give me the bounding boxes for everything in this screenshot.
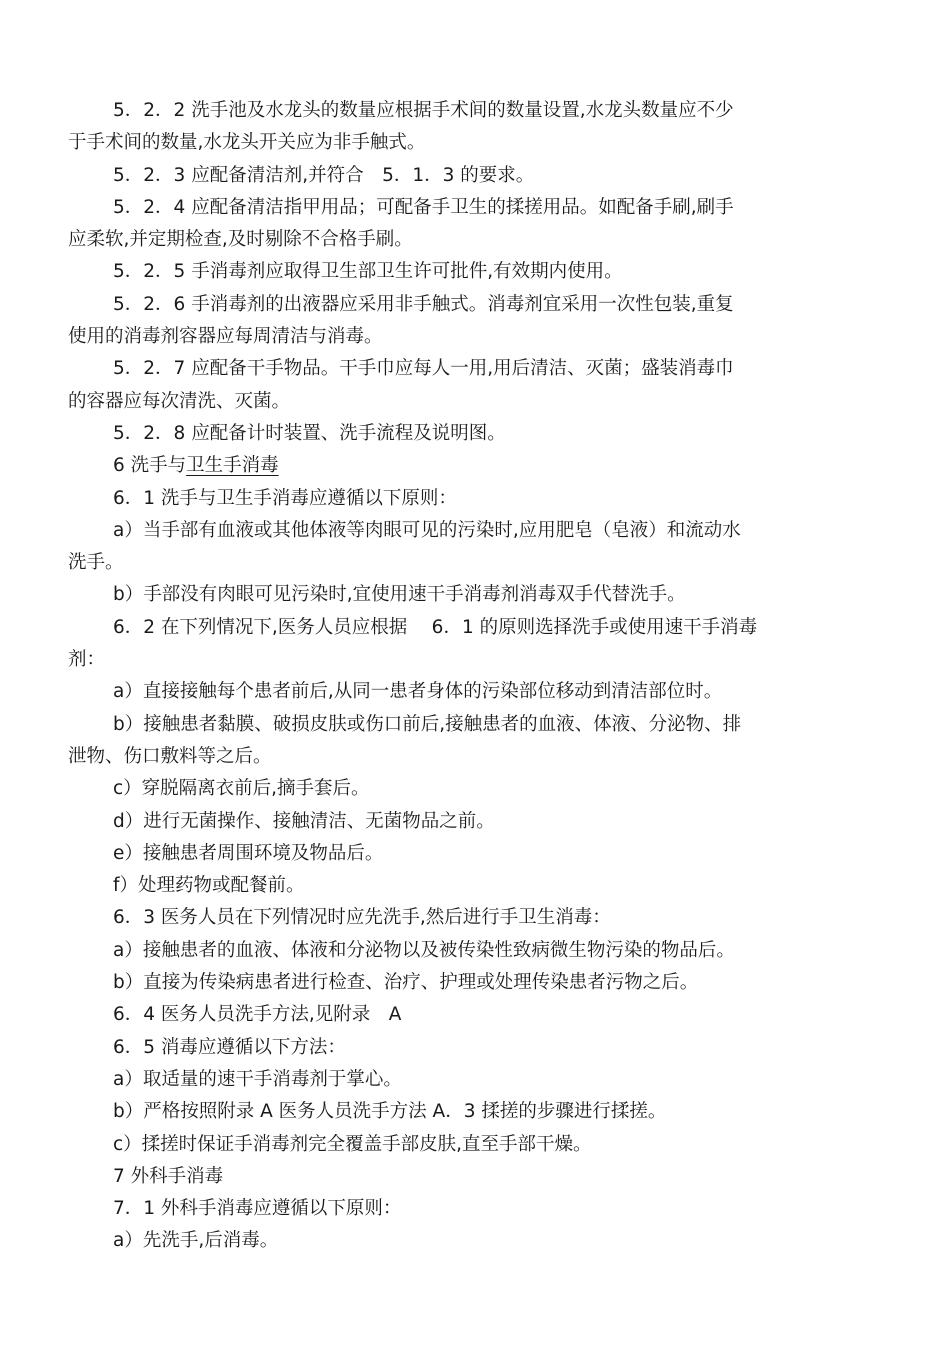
text-line: 于手术间的数量,水龙头开关应为非手触式。	[68, 132, 426, 154]
text-line: c）揉搓时保证手消毒剂完全覆盖手部皮肤,直至手部干燥。	[113, 1133, 592, 1155]
text-line: 5．2．4 应配备清洁指甲用品；可配备手卫生的揉搓用品。如配备手刷,刷手	[113, 196, 734, 218]
text-line: b）接触患者黏膜、破损皮肤或伤口前后,接触患者的血液、体液、分泌物、排	[113, 713, 742, 735]
text-line: a）先洗手,后消毒。	[113, 1230, 279, 1252]
text-line: 5．2．5 手消毒剂应取得卫生部卫生许可批件,有效期内使用。	[113, 261, 623, 283]
text-line: a）直接接触每个患者前后,从同一患者身体的污染部位移动到清洁部位时。	[113, 681, 723, 703]
text-line: 6．1 洗手与卫生手消毒应遵循以下原则：	[113, 487, 457, 509]
text-line: a）接触患者的血液、体液和分泌物以及被传染性致病微生物污染的物品后。	[113, 939, 735, 961]
text-line: c）穿脱隔离衣前后,摘手套后。	[113, 778, 370, 800]
text-line: 的容器应每次清洗、灭菌。	[68, 390, 291, 412]
text-line: 使用的消毒剂容器应每周清洁与消毒。	[68, 326, 383, 348]
text-line: 泄物、伤口敷料等之后。	[68, 745, 272, 767]
text-line: b）严格按照附录 A 医务人员洗手方法 A．3 揉搓的步骤进行揉搓。	[113, 1101, 667, 1123]
text-line: 剂：	[68, 649, 106, 671]
text-line: e）接触患者周围环境及物品后。	[113, 842, 384, 864]
text-line: 6．2 在下列情况下,医务人员应根据 6．1 的原则选择洗手或使用速干手消毒	[113, 616, 758, 638]
text-line: 应柔软,并定期检查,及时剔除不合格手刷。	[68, 229, 413, 251]
text-line: 7 外科手消毒	[113, 1165, 224, 1187]
text-line: 6．3 医务人员在下列情况时应先洗手,然后进行手卫生消毒：	[113, 907, 611, 929]
text-line: 6．5 消毒应遵循以下方法：	[113, 1036, 346, 1058]
text-line: 6．4 医务人员洗手方法,见附录 A	[113, 1004, 402, 1026]
text-line: 5．2．2 洗手池及水龙头的数量应根据手术间的数量设置,水龙头数量应不少	[113, 100, 734, 121]
text-line: 5．2．8 应配备计时装置、洗手流程及说明图。	[113, 422, 506, 444]
text-line: 5．2．3 应配备清洁剂,并符合 5．1．3 的要求。	[113, 164, 535, 186]
text-line: 洗手。	[68, 552, 124, 574]
heading-text: 6 洗手与	[113, 455, 187, 477]
text-line: b）直接为传染病患者进行检查、治疗、护理或处理传染患者污物之后。	[113, 972, 699, 994]
text-line: d）进行无菌操作、接触清洁、无菌物品之前。	[113, 810, 495, 832]
text-line: 5．2．6 手消毒剂的出液器应采用非手触式。消毒剂宜采用一次性包装,重复	[113, 293, 734, 315]
text-line: f）处理药物或配餐前。	[113, 875, 305, 897]
text-line: 5．2．7 应配备干手物品。干手巾应每人一用,用后清洁、灭菌；盛装消毒巾	[113, 358, 734, 380]
text-line: 7．1 外科手消毒应遵循以下原则：	[113, 1198, 402, 1220]
document-body	[68, 95, 868, 1258]
text-line: b）手部没有肉眼可见污染时,宜使用速干手消毒剂消毒双手代替洗手。	[113, 584, 686, 606]
text-line	[68, 450, 868, 482]
text-line: a）当手部有血液或其他体液等肉眼可见的污染时,应用肥皂（皂液）和流动水	[113, 519, 741, 541]
text-line: a）取适量的速干手消毒剂于掌心。	[113, 1068, 402, 1090]
underlined-heading-text: 卫生手消毒	[186, 455, 279, 477]
